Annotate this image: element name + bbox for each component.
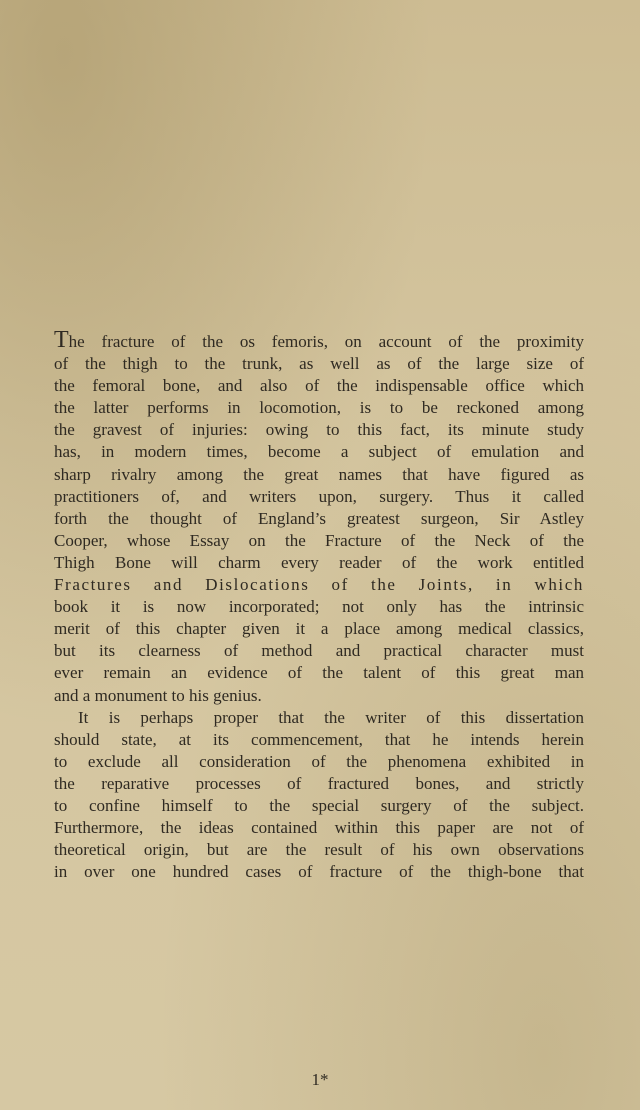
drop-cap: T — [54, 327, 69, 353]
text-line-14: merit of this chapter given it a place among medical classics, — [54, 619, 584, 639]
text-line-12: Fractures and Dislocations of the Joints, in which — [54, 575, 584, 595]
text-line-17: and a monument to his genius. — [54, 685, 262, 705]
text-line-1 — [54, 327, 584, 353]
text-line-24: theoretical origin, but are the result of his own observations — [54, 840, 584, 860]
text-line-4: the latter performs in locomotion, is to be reckoned among — [54, 398, 584, 418]
text-line-19: should state, at its commencement, that he intends herein — [54, 729, 584, 749]
text-line-8: practitioners of, and writers upon, surgery. Thus it called — [54, 486, 584, 506]
text-line-9: forth the thought of England’s greatest surgeon, Sir Astley — [54, 508, 584, 528]
text-line-3: the femoral bone, and also of the indispensable office which — [54, 376, 584, 396]
text-line-6: has, in modern times, become a subject of emulation and — [54, 442, 584, 462]
text-line-5: the gravest of injuries: owing to this fact, its minute study — [54, 420, 584, 440]
text-line-2: of the thigh to the trunk, as well as of the large size of — [54, 354, 584, 374]
text-line-22: to confine himself to the special surgery of the subject. — [54, 795, 584, 815]
text-line-16: ever remain an evidence of the talent of this great man — [54, 663, 584, 683]
body-text — [54, 327, 584, 883]
text-line-25: in over one hundred cases of fracture of the thigh-bone that — [54, 862, 584, 882]
text-line-1-body: he fracture of the os femoris, on account of the proximity — [68, 332, 584, 351]
text-line-23: Furthermore, the ideas contained within this paper are not of — [54, 818, 584, 838]
text-line-7: sharp rivalry among the great names that have figured as — [54, 464, 584, 484]
text-line-11: Thigh Bone will charm every reader of the work entitled — [54, 552, 584, 572]
text-line-10: Cooper, whose Essay on the Fracture of the Neck of the — [54, 530, 584, 550]
text-line-13: book it is now incorporated; not only has the intrinsic — [54, 597, 584, 617]
signature-mark: 1* — [311, 1070, 329, 1089]
text-line-18: It is perhaps proper that the writer of this dissertation — [78, 707, 584, 727]
text-line-20: to exclude all consideration of the phenomena exhibited in — [54, 751, 584, 771]
text-line-15: but its clearness of method and practical character must — [54, 641, 584, 661]
text-line-21: the reparative processes of fractured bones, and strictly — [54, 773, 584, 793]
